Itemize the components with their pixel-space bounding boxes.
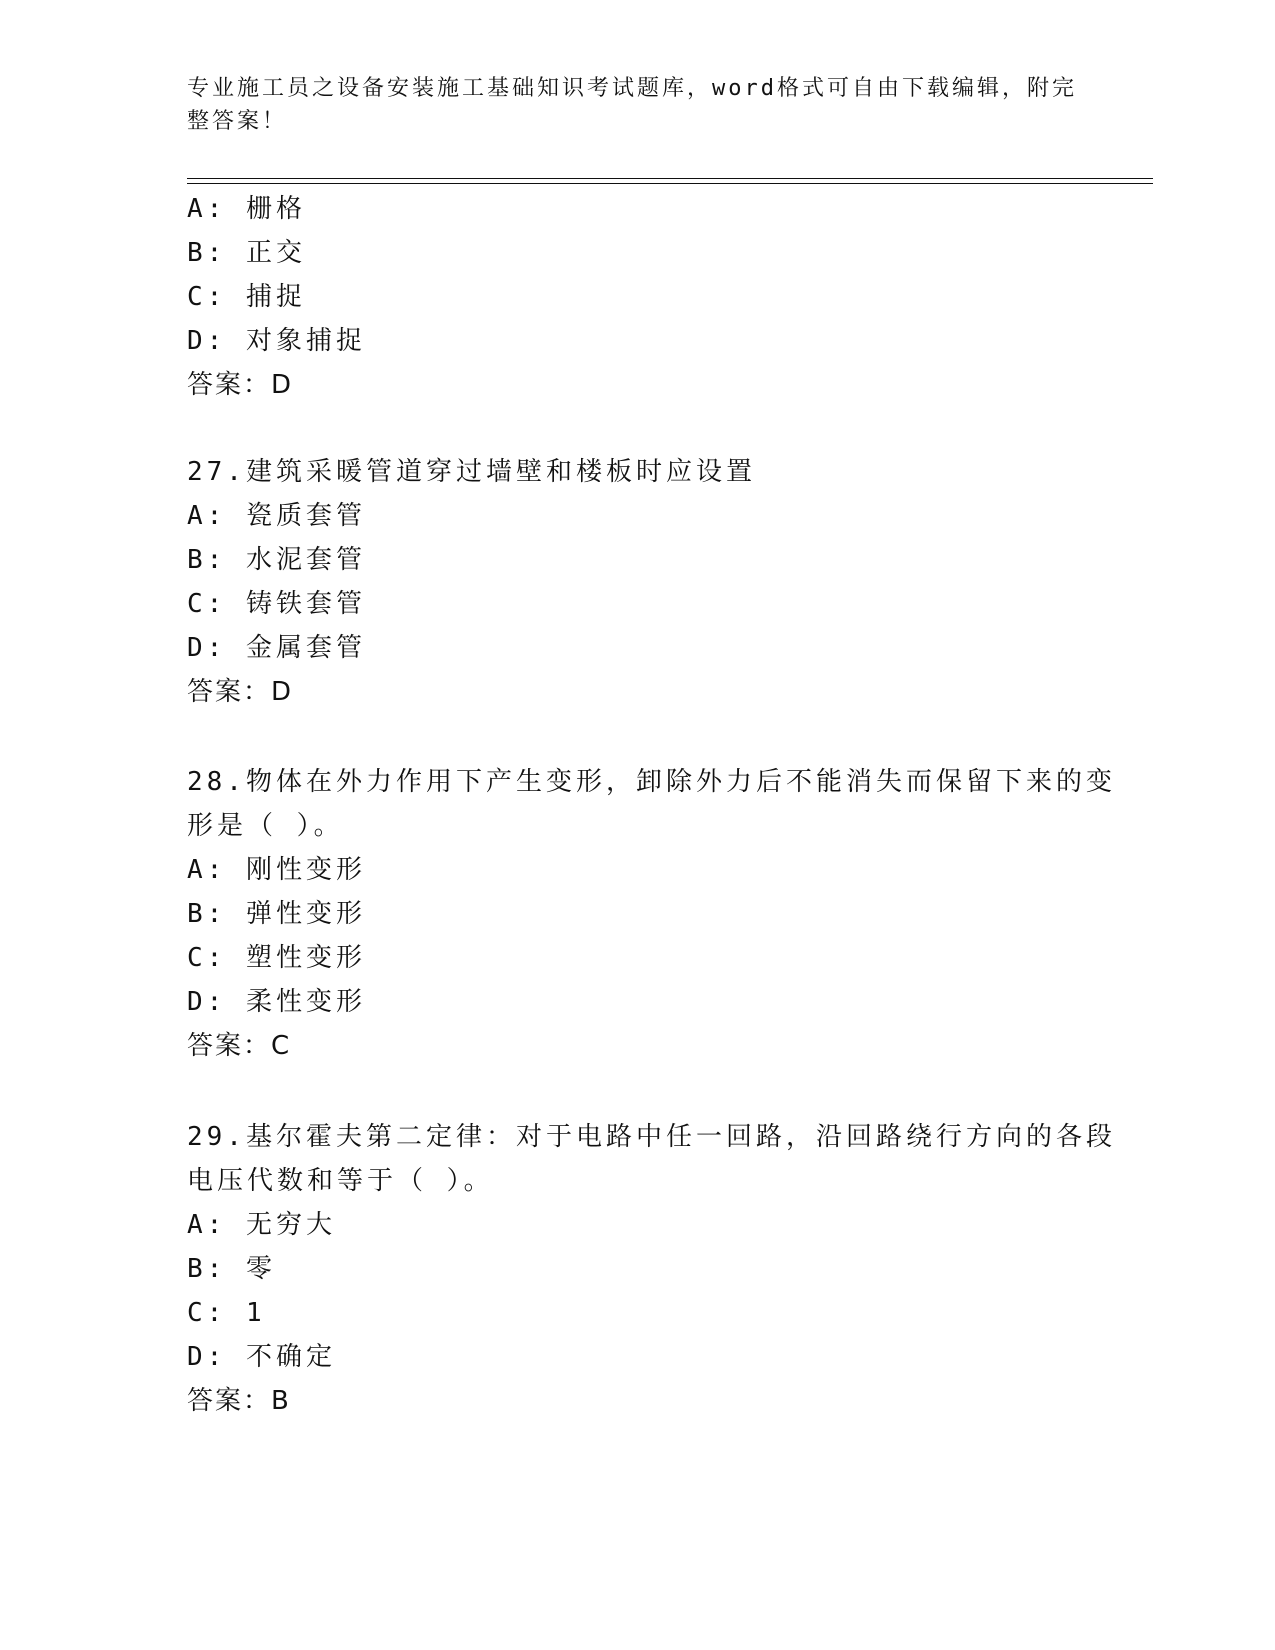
option-d: D: 柔性变形: [187, 987, 366, 1017]
question-text-continued: 电压代数和等于（ ）。: [187, 1166, 494, 1196]
option-c: C: 捕捉: [187, 282, 306, 312]
option-c: C: 1: [187, 1298, 266, 1328]
question-text-continued: 形是（ ）。: [187, 811, 344, 841]
option-a: A: 栅格: [187, 194, 306, 224]
option-b: B: 零: [187, 1254, 276, 1284]
question-text: 29.基尔霍夫第二定律：对于电路中任一回路，沿回路绕行方向的各段: [187, 1122, 1116, 1152]
answer: 答案：C: [187, 1031, 292, 1061]
header-rule-top: [187, 178, 1153, 179]
question-text: 28.物体在外力作用下产生变形，卸除外力后不能消失而保留下来的变: [187, 767, 1116, 797]
option-a: A: 无穷大: [187, 1210, 336, 1240]
answer: 答案：D: [187, 677, 294, 707]
option-a: A: 瓷质套管: [187, 501, 366, 531]
option-d: D: 对象捕捉: [187, 326, 366, 356]
option-c: C: 塑性变形: [187, 943, 366, 973]
question-text: 27.建筑采暖管道穿过墙壁和楼板时应设置: [187, 457, 756, 487]
option-c: C: 铸铁套管: [187, 589, 366, 619]
option-d: D: 不确定: [187, 1342, 336, 1372]
answer: 答案：B: [187, 1386, 291, 1416]
answer: 答案：D: [187, 370, 294, 400]
option-d: D: 金属套管: [187, 633, 366, 663]
header-rule-bottom: [187, 183, 1153, 184]
option-b: B: 弹性变形: [187, 899, 366, 929]
option-b: B: 正交: [187, 238, 306, 268]
option-b: B: 水泥套管: [187, 545, 366, 575]
option-a: A: 刚性变形: [187, 855, 366, 885]
document-header: 专业施工员之设备安装施工基础知识考试题库，word格式可自由下载编辑，附完整答案！: [187, 76, 1077, 134]
